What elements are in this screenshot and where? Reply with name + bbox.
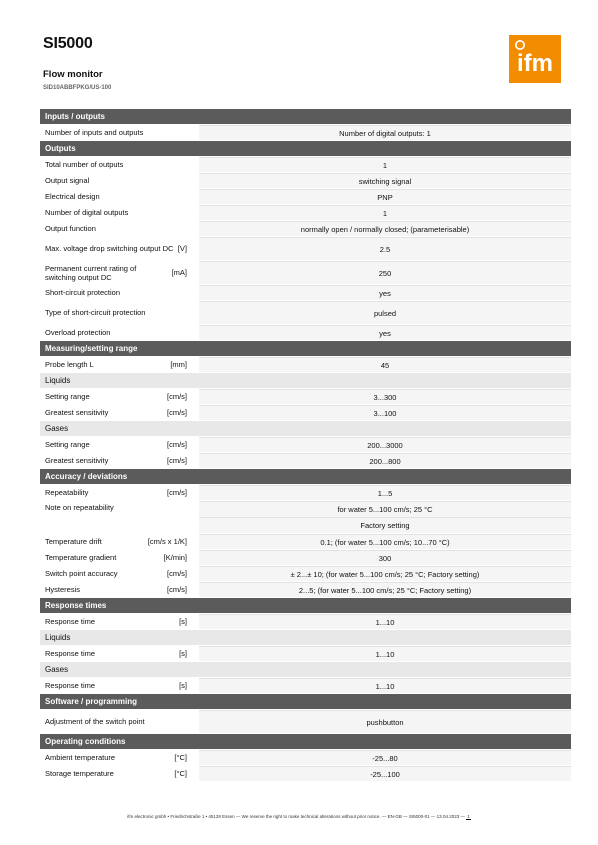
spec-row-temperature-gradient (40, 550, 571, 565)
spec-row-number-of-digital-outputs (40, 205, 571, 220)
spec-unit: [K/min] (163, 553, 187, 562)
subgroup-header-gases: Gases (40, 662, 571, 677)
spec-unit: [mm] (170, 360, 187, 369)
spec-label-text: Repeatability (45, 488, 89, 497)
spec-row-response-time (40, 646, 571, 661)
spec-label (40, 237, 190, 260)
spec-label-text: Setting range (45, 392, 90, 401)
spec-label (40, 301, 190, 324)
section-header-measuring-setting-range: Measuring/setting range (40, 341, 571, 356)
spec-label (40, 189, 190, 204)
spec-label-text: Number of digital outputs (45, 208, 129, 217)
spec-unit: [cm/s] (167, 488, 187, 497)
spec-row-hysteresis (40, 582, 571, 597)
spec-value: 1...10 (199, 646, 571, 661)
spec-unit: [s] (179, 617, 187, 626)
spec-label-text: Number of inputs and outputs (45, 128, 144, 137)
spec-unit: [°C] (174, 753, 187, 762)
spec-value: 2.5 (199, 237, 571, 260)
section-header-software-programming: Software / programming (40, 694, 571, 709)
spec-unit: [cm/s x 1/K] (147, 537, 187, 546)
spec-value: 1...5 (199, 485, 571, 500)
spec-value: switching signal (199, 173, 571, 188)
spec-label (40, 261, 190, 284)
spec-label-text: Electrical design (45, 192, 100, 201)
spec-label (40, 566, 190, 581)
spec-label (40, 550, 190, 565)
spec-value: pushbutton (199, 710, 571, 733)
spec-label-text: Storage temperature (45, 769, 114, 778)
spec-label-text: Response time (45, 681, 96, 690)
spec-label-text: Note on repeatability (45, 503, 114, 512)
spec-value: 200...800 (199, 453, 571, 468)
spec-label (40, 501, 190, 533)
spec-label-text: Greatest sensitivity (45, 408, 109, 417)
subgroup-header-gases: Gases (40, 421, 571, 436)
spec-row-number-of-inputs-and-outputs (40, 125, 571, 140)
spec-value: 250 (199, 261, 571, 284)
subgroup-header-liquids: Liquids (40, 373, 571, 388)
spec-label (40, 389, 190, 404)
article-code: SID10ABBFPKG/US-100 (43, 85, 112, 91)
spec-label-text: Probe length L (45, 360, 94, 369)
datasheet-table (40, 109, 571, 782)
spec-label (40, 221, 190, 236)
spec-unit: [cm/s] (167, 392, 187, 401)
spec-value: 300 (199, 550, 571, 565)
spec-row-switch-point-accuracy (40, 566, 571, 581)
spec-label (40, 750, 190, 765)
page-footer (0, 814, 598, 820)
product-subtitle: Flow monitor (43, 69, 103, 80)
spec-row-note-on-repeatability (40, 501, 571, 533)
product-title: SI5000 (43, 35, 93, 52)
spec-unit: [cm/s] (167, 408, 187, 417)
spec-label (40, 285, 190, 300)
spec-label-text: Response time (45, 649, 96, 658)
spec-row-short-circuit-protection (40, 285, 571, 300)
spec-label-text: Short-circuit protection (45, 288, 121, 297)
spec-value: 3...100 (199, 405, 571, 420)
spec-label (40, 678, 190, 693)
spec-row-response-time (40, 614, 571, 629)
spec-row-permanent-current-rating-of-switching-output-dc (40, 261, 571, 284)
spec-label-text: Temperature drift (45, 537, 102, 546)
spec-row-setting-range (40, 437, 571, 452)
spec-value: ± 2...± 10; (for water 5...100 cm/s; 25 °C; Factory setting) (199, 566, 571, 581)
spec-value-line: Factory setting (199, 517, 571, 533)
spec-value: 45 (199, 357, 571, 372)
spec-row-greatest-sensitivity (40, 405, 571, 420)
spec-value: yes (199, 325, 571, 340)
spec-value (199, 501, 571, 533)
spec-label (40, 205, 190, 220)
spec-label (40, 614, 190, 629)
spec-row-probe-length-l (40, 357, 571, 372)
spec-row-repeatability (40, 485, 571, 500)
spec-label (40, 357, 190, 372)
spec-label-text: Setting range (45, 440, 90, 449)
spec-row-type-of-short-circuit-protection (40, 301, 571, 324)
spec-value: -25...100 (199, 766, 571, 781)
spec-value: PNP (199, 189, 571, 204)
spec-label-text: Switch point accuracy (45, 569, 118, 578)
spec-value: normally open / normally closed; (parameterisable) (199, 221, 571, 236)
spec-value: 200...3000 (199, 437, 571, 452)
spec-value: 3...300 (199, 389, 571, 404)
spec-value: Number of digital outputs: 1 (199, 125, 571, 140)
spec-unit: [mA] (171, 268, 187, 277)
spec-label-text: Max. voltage drop switching output DC (45, 244, 174, 253)
spec-row-overload-protection (40, 325, 571, 340)
spec-label (40, 710, 190, 733)
spec-label-text: Temperature gradient (45, 553, 117, 562)
spec-row-adjustment-of-the-switch-point (40, 710, 571, 733)
subgroup-header-liquids: Liquids (40, 630, 571, 645)
spec-label-text: Response time (45, 617, 96, 626)
spec-label-text: Hysteresis (45, 585, 81, 594)
spec-unit: [cm/s] (167, 440, 187, 449)
spec-value: yes (199, 285, 571, 300)
spec-label-text: Greatest sensitivity (45, 456, 109, 465)
spec-label (40, 534, 190, 549)
spec-value: 0.1; (for water 5...100 cm/s; 10...70 °C) (199, 534, 571, 549)
spec-label (40, 405, 190, 420)
spec-row-ambient-temperature (40, 750, 571, 765)
spec-unit: [s] (179, 681, 187, 690)
spec-label (40, 125, 190, 140)
spec-row-storage-temperature (40, 766, 571, 781)
spec-value-line: for water 5...100 cm/s; 25 °C (337, 505, 433, 514)
spec-label-text: Output signal (45, 176, 90, 185)
spec-row-response-time (40, 678, 571, 693)
spec-row-electrical-design (40, 189, 571, 204)
section-header-inputs-outputs: Inputs / outputs (40, 109, 571, 124)
spec-label-text: Type of short-circuit protection (45, 308, 146, 317)
spec-value: 1...10 (199, 614, 571, 629)
section-header-outputs: Outputs (40, 141, 571, 156)
spec-row-setting-range (40, 389, 571, 404)
spec-value: 1...10 (199, 678, 571, 693)
spec-value: 1 (199, 157, 571, 172)
footer-text: ifm electronic gmbh • Friedrichstraße 1 • 45128 Essen — We reserve the right to make technical alterations without prior notice. — EN-GB — SI5000-01 — 13.04.2023 — (127, 814, 465, 819)
logo-text: ifm (517, 50, 553, 77)
spec-unit: [cm/s] (167, 569, 187, 578)
section-header-accuracy-deviations: Accuracy / deviations (40, 469, 571, 484)
page-number: 1 (467, 814, 470, 819)
spec-label-text: Permanent current rating of switching output DC (45, 263, 137, 282)
section-header-response-times: Response times (40, 598, 571, 613)
spec-row-total-number-of-outputs (40, 157, 571, 172)
spec-label-text: Ambient temperature (45, 753, 116, 762)
spec-row-output-function (40, 221, 571, 236)
spec-label-text: Adjustment of the switch point (45, 717, 145, 726)
spec-label (40, 437, 190, 452)
spec-unit: [V] (177, 244, 187, 253)
spec-label-text: Total number of outputs (45, 160, 124, 169)
spec-unit: [°C] (174, 769, 187, 778)
ifm-logo (509, 35, 561, 83)
spec-label (40, 646, 190, 661)
spec-value: 2...5; (for water 5...100 cm/s; 25 °C; Factory setting) (199, 582, 571, 597)
spec-value: 1 (199, 205, 571, 220)
spec-label-text: Output function (45, 224, 96, 233)
spec-row-output-signal (40, 173, 571, 188)
spec-label (40, 325, 190, 340)
spec-unit: [cm/s] (167, 456, 187, 465)
spec-unit: [cm/s] (167, 585, 187, 594)
spec-label (40, 157, 190, 172)
spec-row-greatest-sensitivity (40, 453, 571, 468)
spec-label (40, 582, 190, 597)
spec-row-max-voltage-drop-switching-output-dc (40, 237, 571, 260)
spec-value: pulsed (199, 301, 571, 324)
spec-value: -25...80 (199, 750, 571, 765)
spec-label (40, 766, 190, 781)
spec-row-temperature-drift (40, 534, 571, 549)
spec-label (40, 173, 190, 188)
section-header-operating-conditions: Operating conditions (40, 734, 571, 749)
spec-label-text: Overload protection (45, 328, 111, 337)
spec-label (40, 453, 190, 468)
spec-unit: [s] (179, 649, 187, 658)
spec-label (40, 485, 190, 500)
